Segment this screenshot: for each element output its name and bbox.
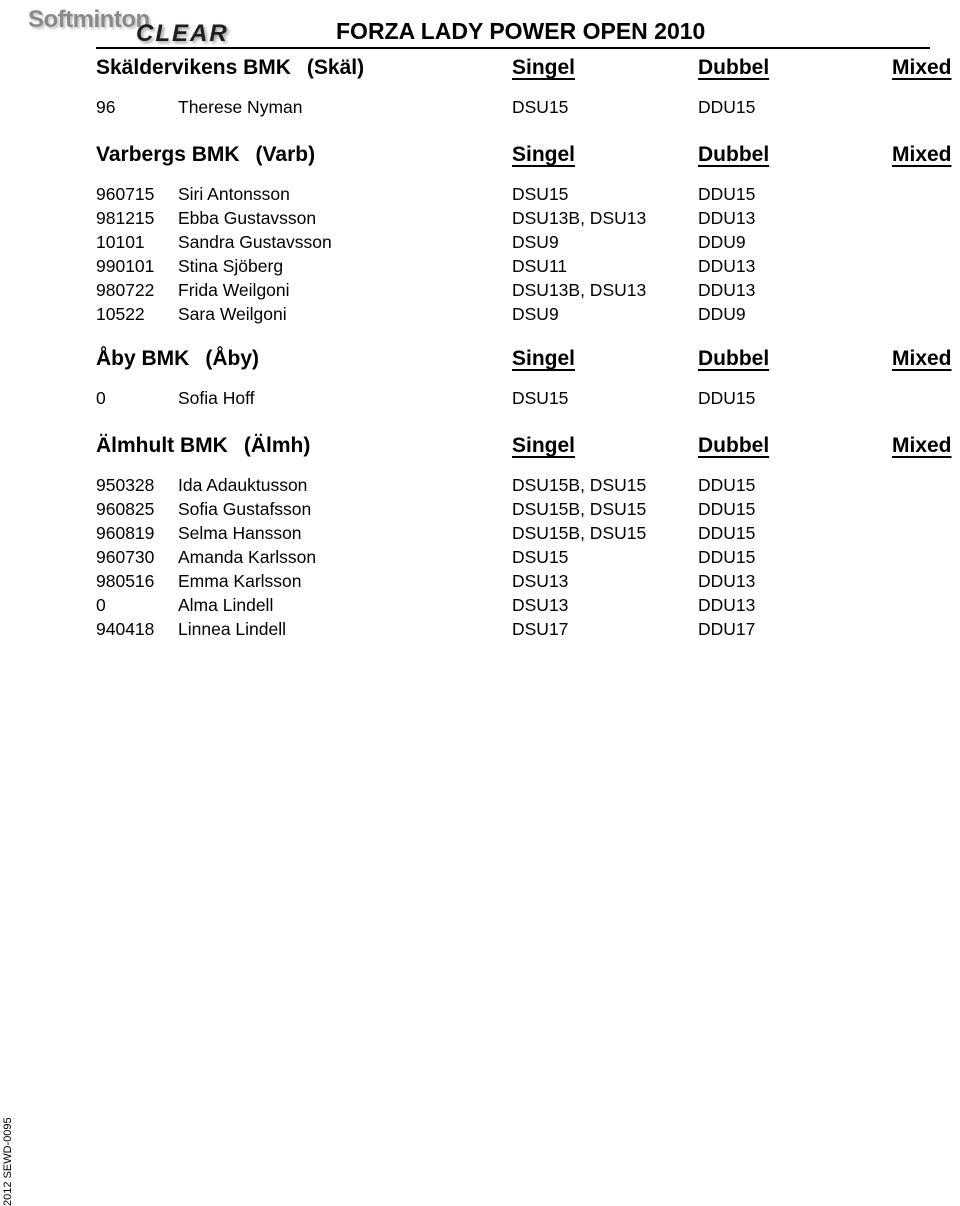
player-name: Siri Antonsson bbox=[178, 184, 290, 204]
player-dubbel-class: DDU13 bbox=[698, 571, 756, 591]
player-dubbel-class: DDU13 bbox=[698, 595, 756, 615]
club-name bbox=[96, 56, 364, 80]
player-id: 950328 bbox=[96, 475, 155, 495]
player-name: Amanda Karlsson bbox=[178, 547, 317, 567]
column-header-mixed: Mixed bbox=[892, 434, 952, 457]
player-dubbel-class: DDU15 bbox=[698, 547, 756, 567]
club-name bbox=[96, 434, 310, 458]
player-name: Alma Lindell bbox=[178, 595, 274, 615]
player-singel-class: DSU13B, DSU13 bbox=[512, 280, 647, 300]
document-code-footer bbox=[0, 1108, 16, 1206]
player-singel-class: DSU17 bbox=[512, 619, 569, 639]
player-row bbox=[96, 546, 958, 570]
logo-text-softminton: Softminton bbox=[28, 6, 150, 33]
column-header-singel: Singel bbox=[512, 56, 576, 79]
column-header-mixed: Mixed bbox=[892, 347, 952, 370]
player-name: Sara Weilgoni bbox=[178, 304, 287, 324]
player-singel-class: DSU15B, DSU15 bbox=[512, 523, 647, 543]
player-row bbox=[96, 387, 958, 411]
player-id: 990101 bbox=[96, 256, 155, 276]
column-header-mixed: Mixed bbox=[892, 143, 952, 166]
club-group bbox=[96, 343, 958, 411]
player-row bbox=[96, 231, 958, 255]
club-header bbox=[96, 343, 958, 377]
player-singel-class: DSU15 bbox=[512, 547, 569, 567]
player-name: Frida Weilgoni bbox=[178, 280, 290, 300]
logo-text-clear: CLEAR bbox=[136, 20, 229, 47]
player-id: 10522 bbox=[96, 304, 145, 324]
player-singel-class: DSU9 bbox=[512, 232, 559, 252]
player-id: 980722 bbox=[96, 280, 155, 300]
player-row bbox=[96, 570, 958, 594]
player-singel-class: DSU13 bbox=[512, 571, 569, 591]
player-row bbox=[96, 303, 958, 327]
header-divider bbox=[96, 47, 930, 49]
player-singel-class: DSU13 bbox=[512, 595, 569, 615]
player-singel-class: DSU15B, DSU15 bbox=[512, 499, 647, 519]
player-id: 981215 bbox=[96, 208, 155, 228]
player-id: 980516 bbox=[96, 571, 155, 591]
club-abbreviation: (Åby) bbox=[205, 347, 260, 370]
club-title: Älmhult BMK bbox=[96, 434, 228, 457]
player-dubbel-class: DDU15 bbox=[698, 97, 756, 117]
player-name: Linnea Lindell bbox=[178, 619, 287, 639]
player-name: Selma Hansson bbox=[178, 523, 302, 543]
player-dubbel-class: DDU17 bbox=[698, 619, 756, 639]
player-row bbox=[96, 207, 958, 231]
player-row bbox=[96, 474, 958, 498]
club-header bbox=[96, 139, 958, 173]
player-list bbox=[96, 183, 958, 327]
player-name: Stina Sjöberg bbox=[178, 256, 284, 276]
softminton-clear-logo bbox=[28, 4, 253, 48]
club-title: Skäldervikens BMK bbox=[96, 56, 291, 79]
player-dubbel-class: DDU15 bbox=[698, 475, 756, 495]
player-name: Sofia Gustafsson bbox=[178, 499, 312, 519]
player-row bbox=[96, 255, 958, 279]
player-row bbox=[96, 183, 958, 207]
player-id: 0 bbox=[96, 388, 106, 408]
player-id: 96 bbox=[96, 97, 116, 117]
club-group bbox=[96, 139, 958, 327]
player-singel-class: DSU15B, DSU15 bbox=[512, 475, 647, 495]
player-row bbox=[96, 279, 958, 303]
player-name: Therese Nyman bbox=[178, 97, 303, 117]
player-id: 940418 bbox=[96, 619, 155, 639]
player-id: 0 bbox=[96, 595, 106, 615]
player-id: 10101 bbox=[96, 232, 145, 252]
club-title: Varbergs BMK bbox=[96, 143, 240, 166]
player-name: Emma Karlsson bbox=[178, 571, 302, 591]
player-list bbox=[96, 96, 958, 120]
player-list bbox=[96, 474, 958, 642]
column-header-dubbel: Dubbel bbox=[698, 143, 770, 166]
player-id: 960730 bbox=[96, 547, 155, 567]
player-dubbel-class: DDU15 bbox=[698, 184, 756, 204]
club-name bbox=[96, 143, 315, 167]
player-id: 960825 bbox=[96, 499, 155, 519]
player-id: 960819 bbox=[96, 523, 155, 543]
page-title: FORZA LADY POWER OPEN 2010 bbox=[336, 18, 706, 44]
column-header-singel: Singel bbox=[512, 347, 576, 370]
column-header-singel: Singel bbox=[512, 143, 576, 166]
player-list bbox=[96, 387, 958, 411]
player-dubbel-class: DDU13 bbox=[698, 208, 756, 228]
column-header-singel: Singel bbox=[512, 434, 576, 457]
document-code: 2012 SEWD-0095 bbox=[2, 1117, 14, 1206]
player-singel-class: DSU9 bbox=[512, 304, 559, 324]
club-abbreviation: (Älmh) bbox=[243, 434, 311, 457]
player-singel-class: DSU11 bbox=[512, 256, 568, 276]
column-header-dubbel: Dubbel bbox=[698, 434, 770, 457]
player-row bbox=[96, 594, 958, 618]
player-row bbox=[96, 618, 958, 642]
club-abbreviation: (Varb) bbox=[255, 143, 316, 166]
player-dubbel-class: DDU15 bbox=[698, 388, 756, 408]
club-title: Åby BMK bbox=[96, 347, 190, 370]
player-row bbox=[96, 96, 958, 120]
player-dubbel-class: DDU15 bbox=[698, 499, 756, 519]
club-header bbox=[96, 52, 958, 86]
player-row bbox=[96, 522, 958, 546]
player-row bbox=[96, 498, 958, 522]
column-header-dubbel: Dubbel bbox=[698, 56, 770, 79]
column-header-mixed: Mixed bbox=[892, 56, 952, 79]
club-group bbox=[96, 430, 958, 642]
player-dubbel-class: DDU9 bbox=[698, 304, 746, 324]
player-name: Sofia Hoff bbox=[178, 388, 255, 408]
player-name: Ida Adauktusson bbox=[178, 475, 308, 495]
column-header-dubbel: Dubbel bbox=[698, 347, 770, 370]
player-name: Sandra Gustavsson bbox=[178, 232, 332, 252]
player-singel-class: DSU15 bbox=[512, 388, 569, 408]
club-group bbox=[96, 52, 958, 120]
player-id: 960715 bbox=[96, 184, 155, 204]
player-singel-class: DSU15 bbox=[512, 97, 569, 117]
player-dubbel-class: DDU15 bbox=[698, 523, 756, 543]
player-dubbel-class: DDU13 bbox=[698, 280, 756, 300]
player-name: Ebba Gustavsson bbox=[178, 208, 317, 228]
player-singel-class: DSU15 bbox=[512, 184, 569, 204]
club-header bbox=[96, 430, 958, 464]
player-singel-class: DSU13B, DSU13 bbox=[512, 208, 647, 228]
club-abbreviation: (Skäl) bbox=[306, 56, 365, 79]
club-name bbox=[96, 347, 259, 371]
player-dubbel-class: DDU9 bbox=[698, 232, 746, 252]
player-dubbel-class: DDU13 bbox=[698, 256, 756, 276]
